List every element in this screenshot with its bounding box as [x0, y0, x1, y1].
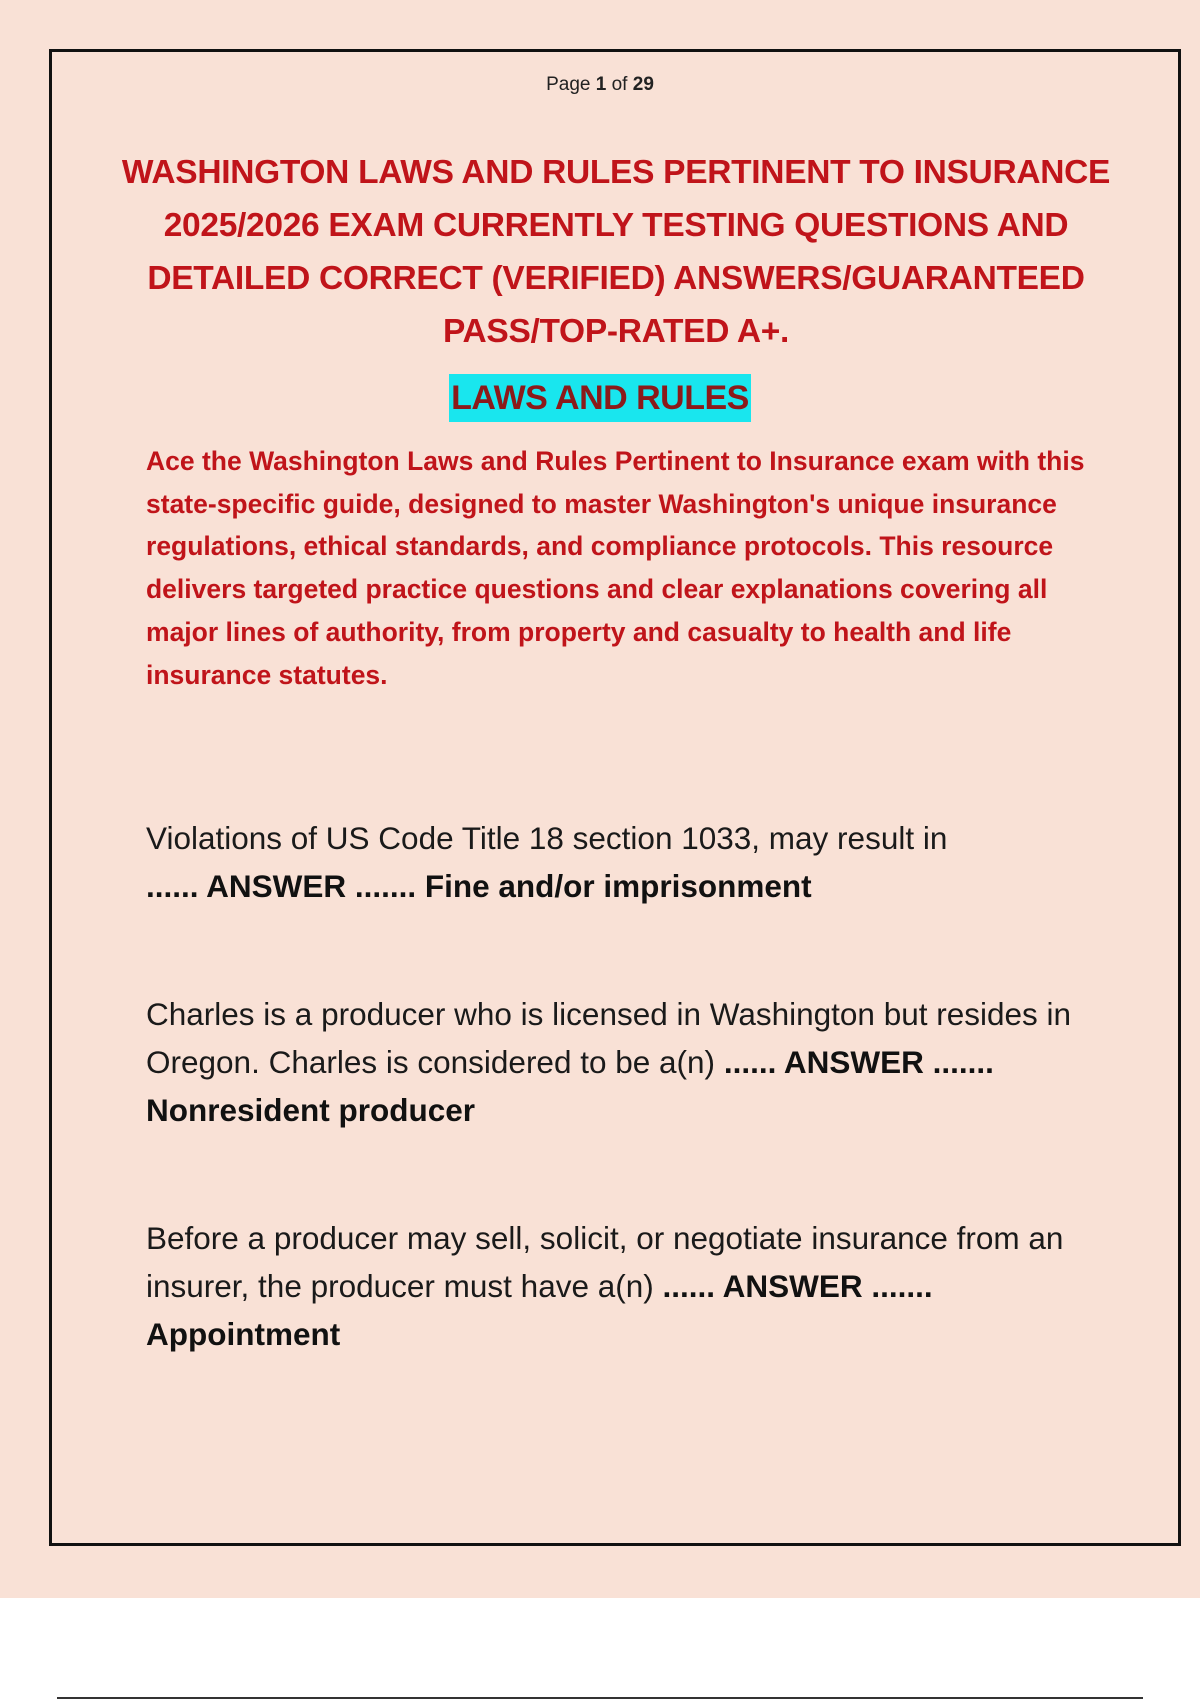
page-number — [0, 74, 1200, 96]
question-item — [146, 814, 1106, 910]
subtitle-container — [0, 374, 1200, 422]
page-number-total: 29 — [632, 74, 654, 95]
answer-text: Nonresident producer — [146, 1092, 476, 1128]
question-text: Before a producer may sell, solicit, or negotiate insurance from an insurer, the producer must have a(n) — [146, 1220, 1064, 1304]
page-number-prefix: Page — [546, 74, 591, 95]
answer-text: Fine and/or imprisonment — [424, 868, 812, 904]
question-item — [146, 990, 1106, 1134]
page-number-current: 1 — [595, 74, 607, 95]
answer-marker: ...... ANSWER ....... — [723, 1044, 994, 1080]
answer-marker: ...... ANSWER ....... — [662, 1268, 933, 1304]
highlighted-subtitle: LAWS AND RULES — [449, 374, 751, 422]
document-title: WASHINGTON LAWS AND RULES PERTINENT TO INSURANCE 2025/2026 EXAM CURRENTLY TESTING QUESTIONS AND DETAILED CORRECT (VERIFIED) ANSWERS/GUARANTEED PASS/TOP-RATED A+. — [121, 154, 1111, 350]
question-text: Charles is a producer who is licensed in Washington but resides in Oregon. Charles is considered to be a(n) — [146, 996, 1072, 1080]
page-number-separator: of — [611, 74, 628, 95]
question-item — [146, 1214, 1106, 1358]
answer-marker: ...... ANSWER ....... — [146, 868, 417, 904]
intro-paragraph: Ace the Washington Laws and Rules Pertinent to Insurance exam with this state-specific guide, designed to master Washington's unique insurance regulations, ethical standards, and compliance protocols. This resource delivers targeted practice questions and clear explanations covering all major lines of authority, from property and casualty to health and life insurance statutes. — [146, 446, 1085, 690]
page-divider — [57, 1697, 1143, 1699]
question-text: Violations of US Code Title 18 section 1033, may result in — [146, 820, 948, 856]
answer-text: Appointment — [146, 1316, 341, 1352]
